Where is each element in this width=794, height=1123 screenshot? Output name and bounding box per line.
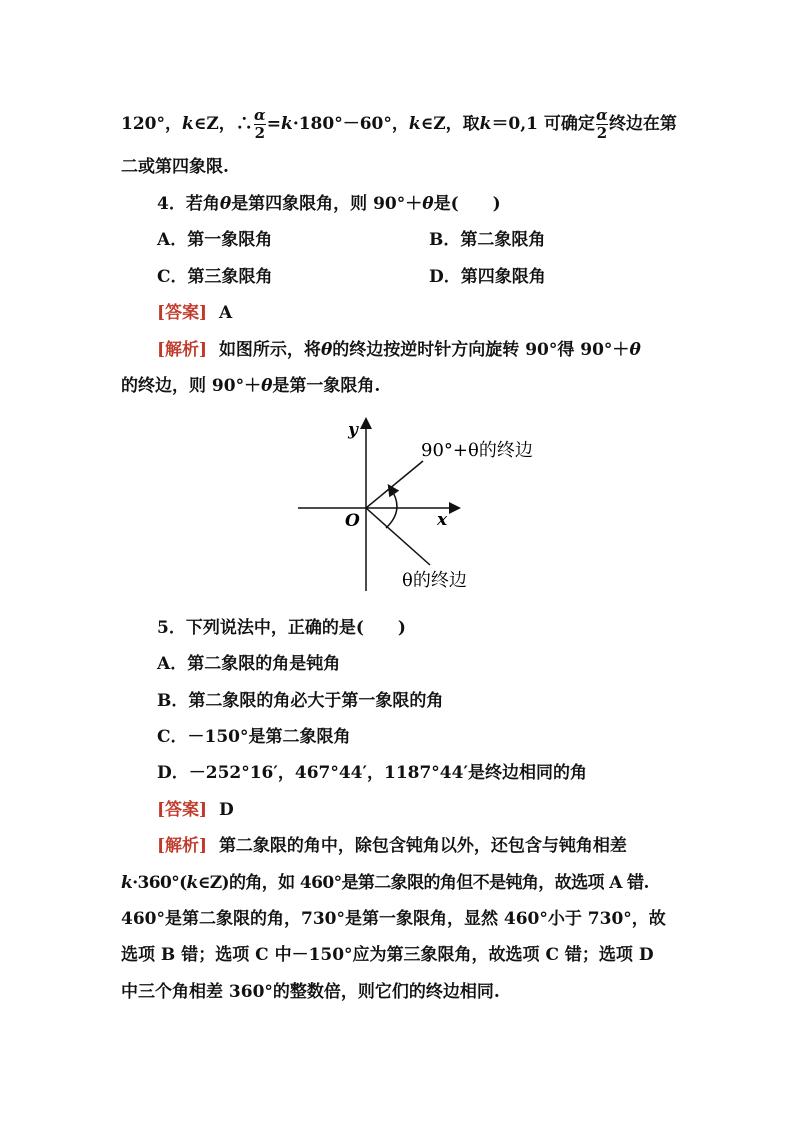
question-5-option-d: D．－252°16′，467°44′，1187°44′是终边相同的角 (157, 763, 587, 783)
origin-label: O (345, 511, 360, 531)
y-axis-label: y (348, 420, 358, 440)
question-4-analysis-cont: 的终边，则 90°＋θ是第一象限角. (121, 376, 381, 396)
answer-tag: [答案] (157, 303, 208, 323)
question-5-analysis-4: 选项 B 错；选项 C 中－150°应为第三象限角，故选项 C 错；选项 D (121, 945, 654, 965)
question-4-option-c: C．第三象限角 (157, 267, 273, 287)
question-5-answer: [答案] D (157, 800, 234, 820)
question-5-stem: 5．下列说法中，正确的是( ) (157, 618, 406, 638)
lower-ray (366, 508, 430, 565)
question-4-stem: 4．若角θ是第四象限角，则 90°＋θ是( ) (157, 194, 501, 214)
upper-ray (366, 461, 423, 508)
answer-tag: [答案] (157, 800, 208, 820)
question-4-option-b: B．第二象限角 (429, 230, 546, 250)
analysis-tag: [解析] (157, 836, 208, 856)
question-4-analysis: [解析] 如图所示，将θ的终边按逆时针方向旋转 90°得 90°＋θ (157, 340, 641, 360)
upper-ray-label: 90°+θ的终边 (421, 440, 533, 461)
fraction-alpha-over-2: $\frac{\alpha}{2}$ (254, 106, 266, 142)
question-5-analysis-2: k·360°(k∈Z)的角，如 460°是第二象限的角但不是钝角，故选项 A 错. (121, 873, 649, 893)
question-5-option-c: C．－150°是第二象限角 (157, 727, 351, 747)
question-4-option-d: D．第四象限角 (429, 267, 546, 287)
question-5-option-b: B．第二象限的角必大于第一象限的角 (157, 691, 444, 711)
question-5-analysis-5: 中三个角相差 360°的整数倍，则它们的终边相同. (121, 982, 500, 1002)
question-5-option-a: A．第二象限的角是钝角 (157, 654, 341, 674)
question-5-analysis-3: 460°是第二象限的角，730°是第一象限角，显然 460°小于 730°，故 (121, 909, 666, 929)
lower-ray-label: θ的终边 (402, 570, 467, 591)
angle-diagram (290, 415, 550, 595)
text-line-1: 120°，k∈Z，∴ $\frac{\alpha}{2}$ =k·180°－60°，k∈Z，取k＝0,1 可确定 $\frac{\alpha}{2}$ 终边在第 (121, 106, 677, 142)
question-5-analysis-1: [解析] 第二象限的角中，除包含钝角以外，还包含与钝角相差 (157, 836, 627, 856)
question-4-answer: [答案] A (157, 303, 233, 323)
analysis-tag: [解析] (157, 340, 208, 360)
x-axis-label: x (437, 510, 448, 530)
fraction-alpha-over-2: $\frac{\alpha}{2}$ (596, 106, 608, 142)
question-4-option-a: A．第一象限角 (157, 230, 273, 250)
text-line-2: 二或第四象限. (121, 157, 229, 177)
